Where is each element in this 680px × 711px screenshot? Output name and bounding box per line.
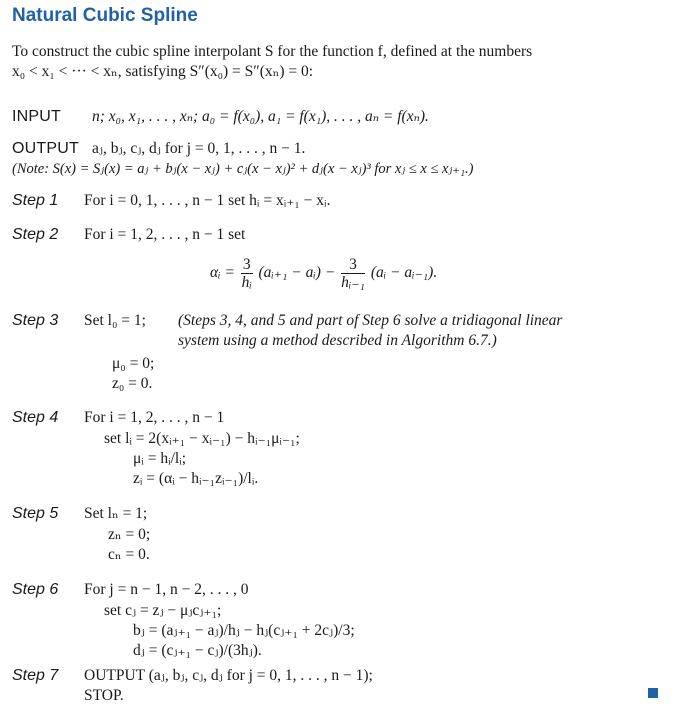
output-text: aⱼ, bⱼ, cⱼ, dⱼ for j = 0, 1, . . . , n − 1.: [92, 140, 306, 157]
step-4-line-3: zᵢ = (αᵢ − hᵢ₋₁zᵢ₋₁)/lᵢ.: [133, 470, 259, 487]
output-note: (Note: S(x) = Sⱼ(x) = aⱼ + bⱼ(x − xⱼ) + cⱼ(x − xⱼ)² + dⱼ(x − xⱼ)³ for xⱼ ≤ x ≤ xⱼ₊₁.): [12, 161, 474, 177]
step-3-label: Step 3: [12, 312, 59, 329]
step-4-line-2: μᵢ = hᵢ/lᵢ;: [133, 450, 187, 467]
alpha-lhs: αᵢ =: [210, 264, 235, 281]
fraction-1: [241, 256, 253, 291]
fraction-2: [341, 256, 365, 291]
step-1-text: For i = 0, 1, . . . , n − 1 set hᵢ = xᵢ₊₁ − xᵢ.: [84, 192, 331, 209]
step-6-text: For j = n − 1, n − 2, . . . , 0: [84, 581, 249, 598]
step-4-label: Step 4: [12, 409, 59, 426]
step-6-line-1: set cⱼ = zⱼ − μⱼcⱼ₊₁;: [104, 602, 222, 619]
step-6-line-2: bⱼ = (aⱼ₊₁ − aⱼ)/hⱼ − hⱼ(cⱼ₊₁ + 2cⱼ)/3;: [133, 622, 355, 639]
step-3-note-2: system using a method described in Algorithm 6.7.): [178, 332, 497, 349]
fraction-1-numerator: 3: [242, 255, 251, 273]
alpha-formula: [210, 255, 437, 291]
step-2-label: Step 2: [12, 226, 59, 243]
step-3-text: Set l₀ = 1;: [84, 312, 146, 329]
fraction-1-denominator: hᵢ: [241, 273, 252, 291]
step-1-label: Step 1: [12, 192, 59, 209]
alpha-term-2: (aᵢ − aᵢ₋₁).: [370, 264, 438, 281]
step-3-line-2: z₀ = 0.: [112, 375, 153, 392]
step-4-text: For i = 1, 2, . . . , n − 1: [84, 409, 225, 426]
fraction-2-denominator: hᵢ₋₁: [341, 273, 365, 291]
step-7-label: Step 7: [12, 667, 59, 684]
step-4-line-1: set lᵢ = 2(xᵢ₊₁ − xᵢ₋₁) − hᵢ₋₁μᵢ₋₁;: [104, 430, 300, 447]
intro-line-2: x₀ < x₁ < ··· < xₙ, satisfying S″(x₀) = S″(xₙ) = 0:: [12, 63, 314, 80]
step-6-label: Step 6: [12, 581, 59, 598]
step-5-line-1: zₙ = 0;: [108, 526, 151, 543]
intro-line-1: To construct the cubic spline interpolant S for the function f, defined at the numbers: [12, 43, 533, 60]
step-7-text: OUTPUT (aⱼ, bⱼ, cⱼ, dⱼ for j = 0, 1, . . . , n − 1);: [84, 667, 373, 684]
alpha-term-1: (aᵢ₊₁ − aᵢ) −: [258, 264, 336, 281]
step-2-text: For i = 1, 2, . . . , n − 1 set: [84, 226, 246, 243]
step-7-line-1: STOP.: [84, 687, 124, 704]
step-5-label: Step 5: [12, 505, 59, 522]
step-3-line-1: μ₀ = 0;: [112, 355, 155, 372]
fraction-2-numerator: 3: [341, 256, 365, 274]
output-label: OUTPUT: [12, 140, 79, 157]
input-label: INPUT: [12, 108, 61, 125]
input-text: n; x₀, x₁, . . . , xₙ; a₀ = f(x₀), a₁ = f(x₁), . . . , aₙ = f(xₙ).: [92, 108, 429, 125]
page-title: Natural Cubic Spline: [12, 5, 198, 26]
step-3-note-1: (Steps 3, 4, and 5 and part of Step 6 solve a tridiagonal linear: [178, 312, 563, 329]
step-6-line-3: dⱼ = (cⱼ₊₁ − cⱼ)/(3hⱼ).: [133, 642, 262, 659]
step-5-line-2: cₙ = 0.: [108, 546, 150, 563]
end-of-algorithm-square-icon: [648, 688, 658, 698]
step-5-text: Set lₙ = 1;: [84, 505, 148, 522]
